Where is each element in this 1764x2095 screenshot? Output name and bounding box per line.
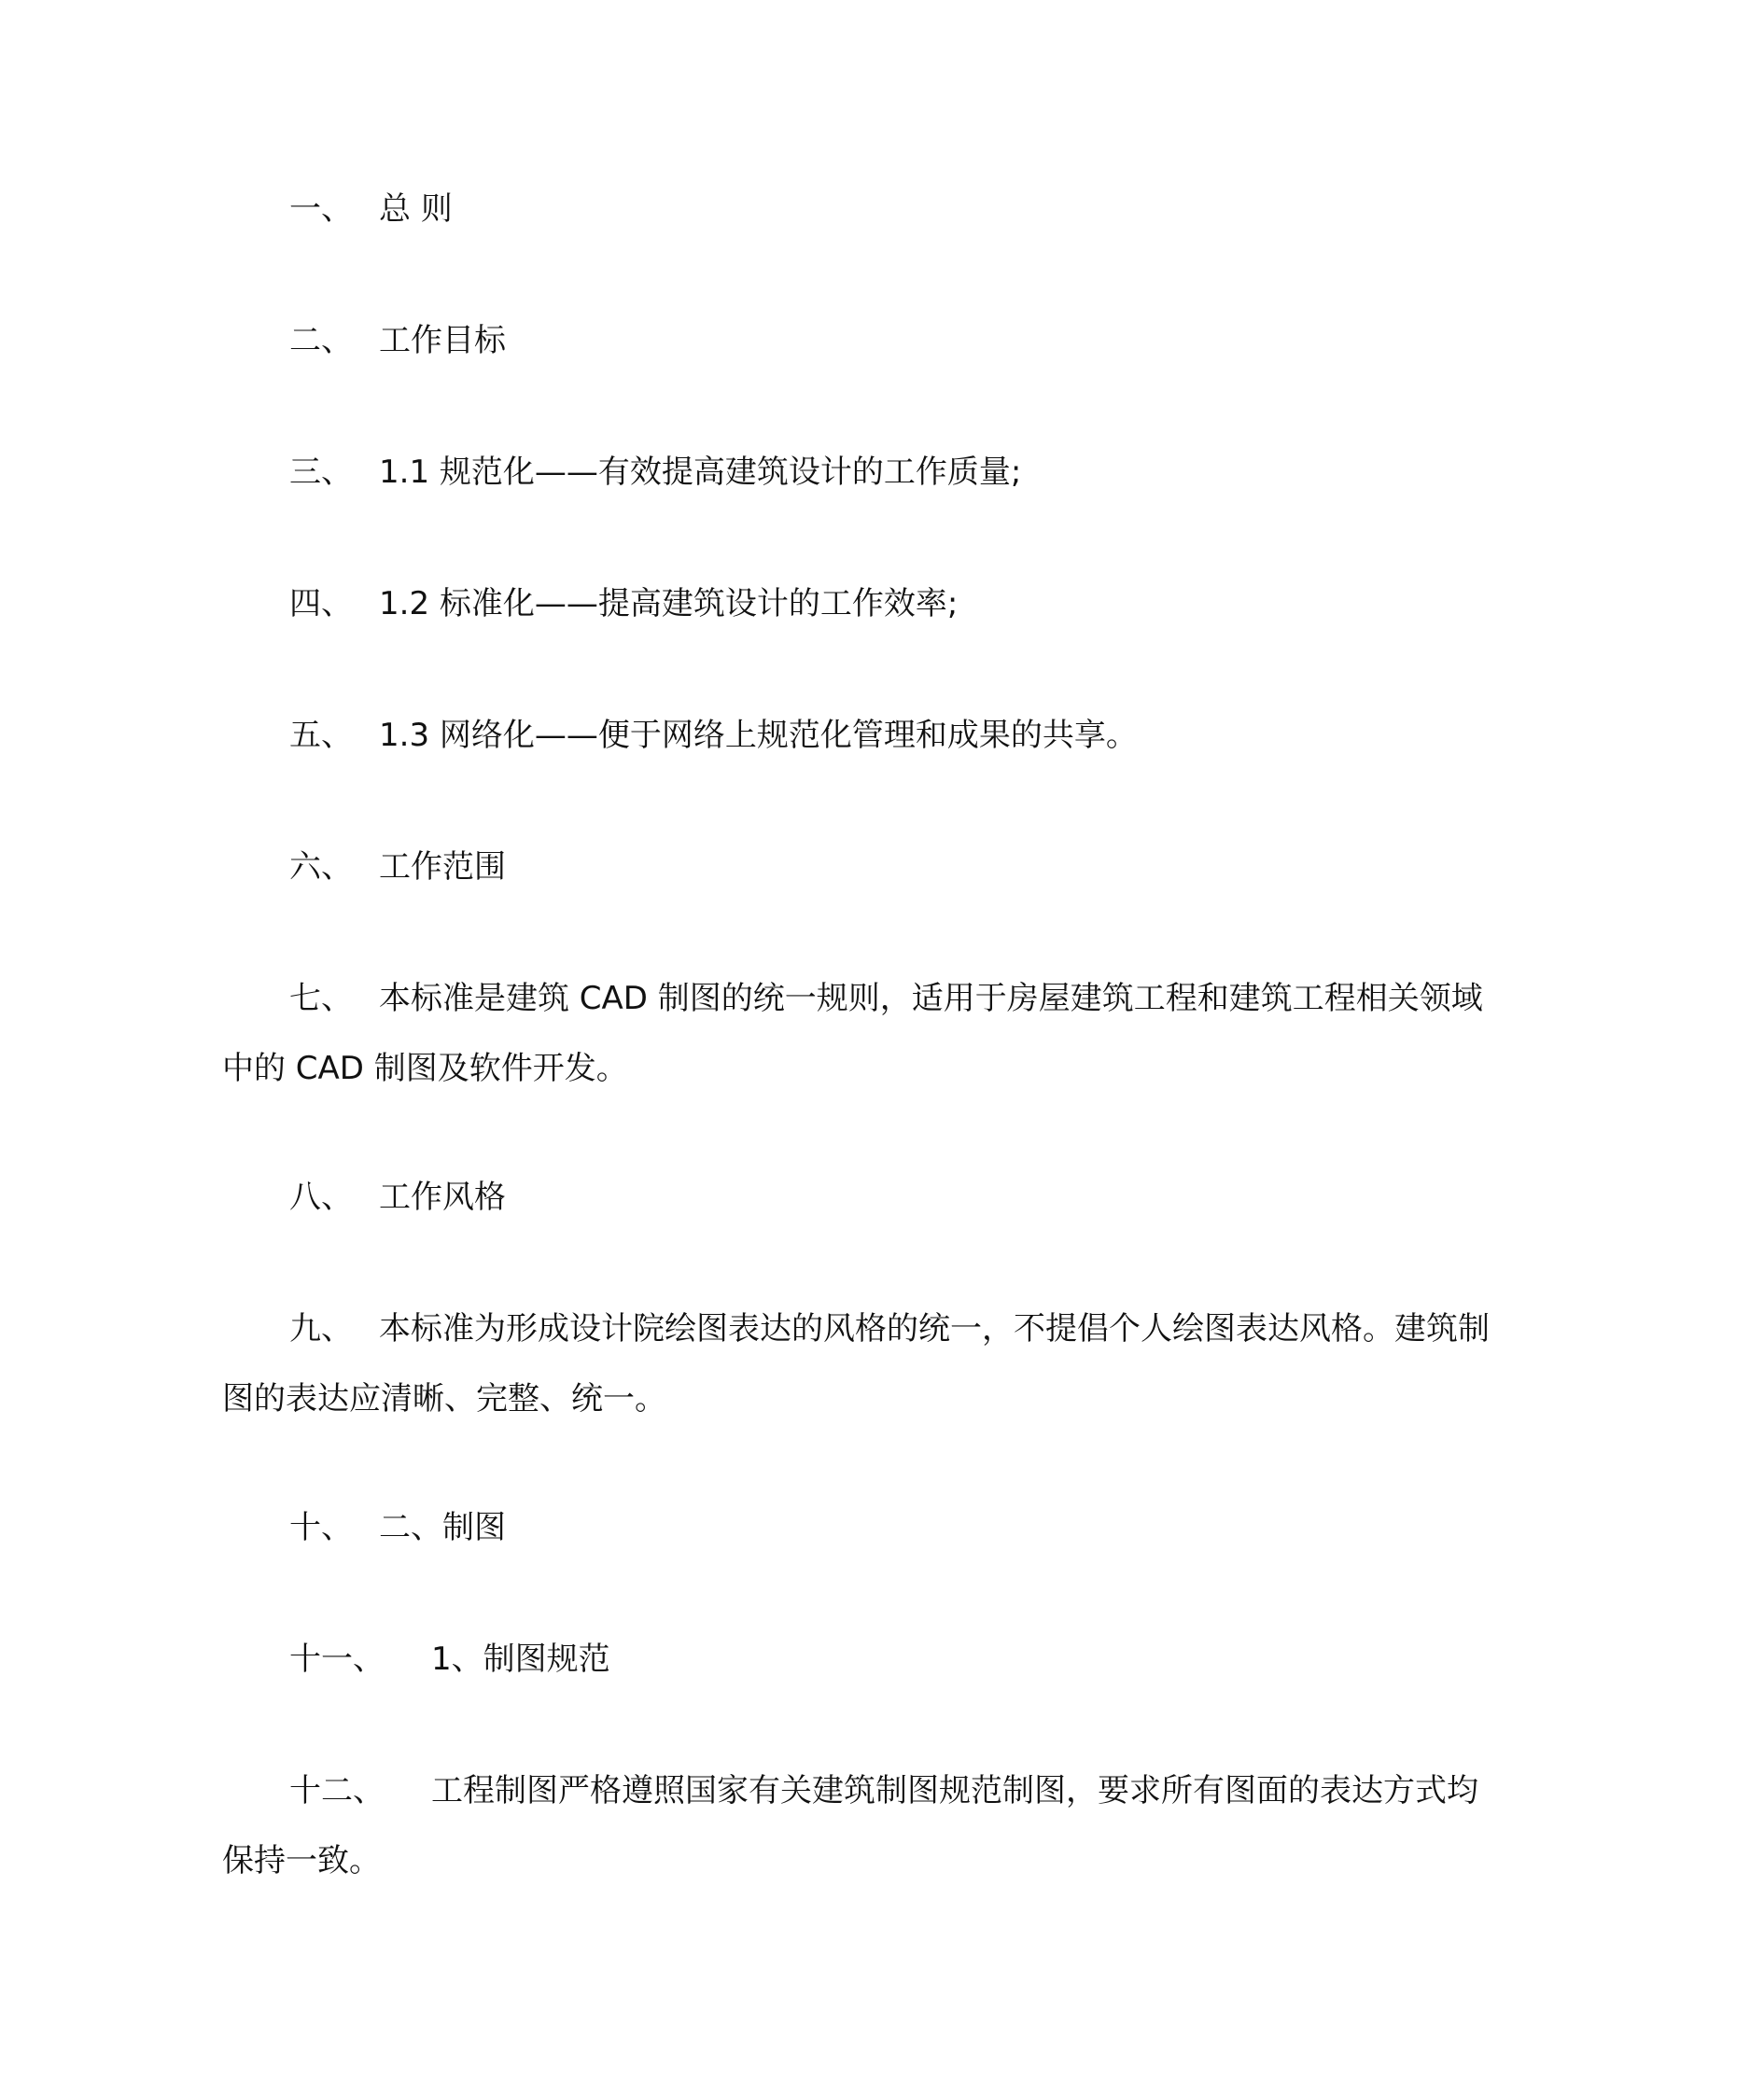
item-text: 1、制图规范 [431,1641,610,1678]
item-text: 总 则 [379,190,453,228]
item-number: 七、 [289,980,353,1017]
item-number: 四、 [289,585,353,622]
item-text: 工作风格 [379,1179,506,1216]
item-text: 本标准为形成设计院绘图表达的风格的统一，不提倡个人绘图表达风格。建筑制 [379,1310,1490,1348]
item-text: 工作范围 [379,848,506,886]
item-text-continuation: 保持一致。 [222,1842,381,1879]
item-number: 二、 [289,322,353,359]
item-number: 五、 [289,717,353,754]
item-number: 三、 [289,454,353,491]
item-number: 九、 [289,1310,353,1348]
item-number: 六、 [289,848,353,886]
item-text: 1.1 规范化——有效提高建筑设计的工作质量; [379,454,1022,491]
item-text: 工作目标 [379,322,506,359]
item-number: 一、 [289,190,353,228]
item-text-continuation: 图的表达应清晰、完整、统一。 [222,1380,666,1418]
item-text: 工程制图严格遵照国家有关建筑制图规范制图，要求所有图面的表达方式均 [431,1772,1478,1809]
item-text: 1.3 网络化——便于网络上规范化管理和成果的共享。 [379,717,1138,754]
item-text: 二、制图 [379,1509,506,1546]
item-text-continuation: 中的 CAD 制图及软件开发。 [222,1050,628,1087]
item-text: 本标准是建筑 CAD 制图的统一规则，适用于房屋建筑工程和建筑工程相关领域 [379,980,1483,1017]
item-number: 十、 [289,1509,353,1546]
item-text: 1.2 标准化——提高建筑设计的工作效率; [379,585,959,622]
item-number: 十二、 [289,1772,385,1809]
item-number: 十一、 [289,1641,385,1678]
item-number: 八、 [289,1179,353,1216]
